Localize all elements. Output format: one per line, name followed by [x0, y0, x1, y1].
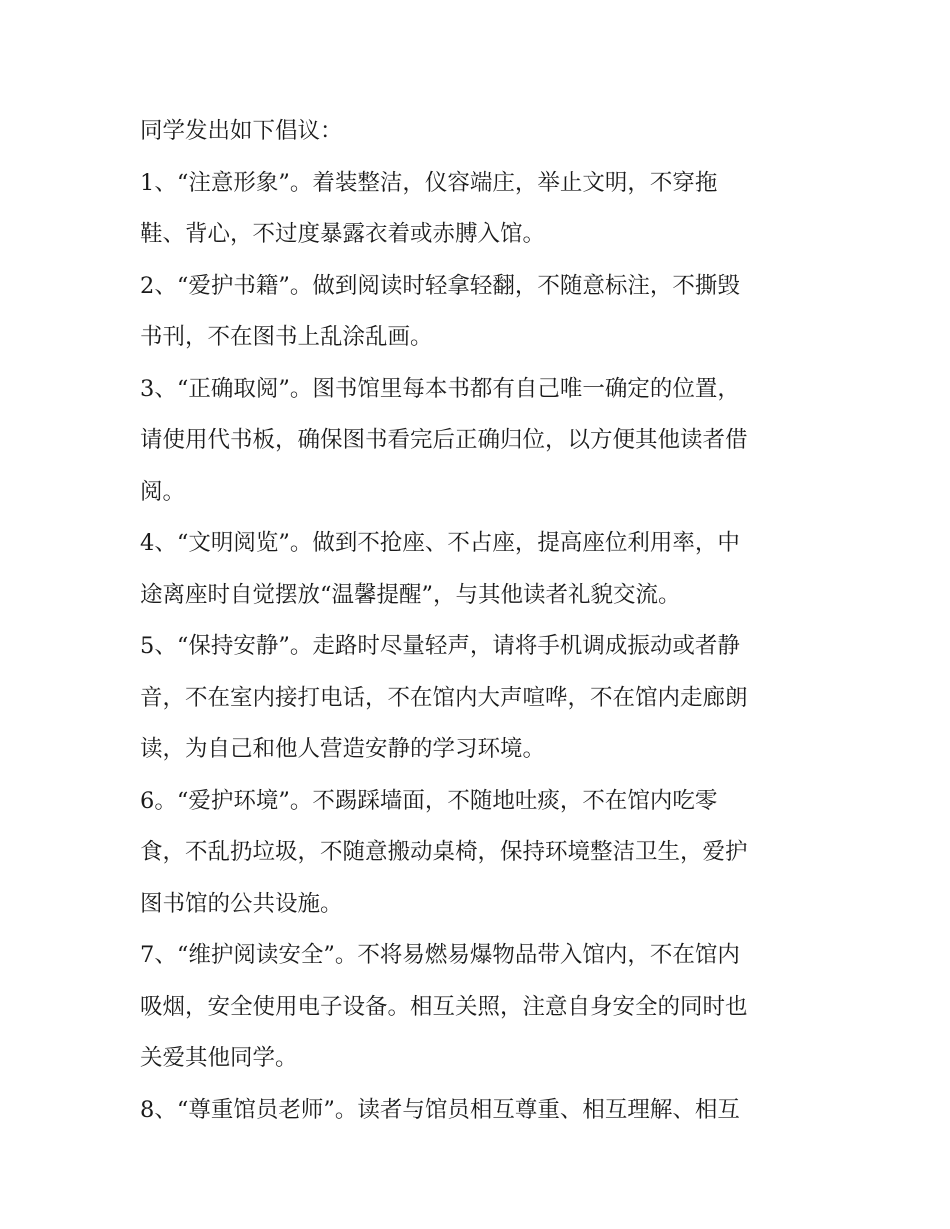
text-line: 图书馆的公共设施。	[140, 890, 343, 917]
text-line: 3、“正确取阅”。图书馆里每本书都有自己唯一确定的位置，	[140, 375, 740, 402]
document-body	[140, 106, 820, 1136]
text-line: 书刊，不在图书上乱涂乱画。	[140, 324, 433, 350]
text-line: 同学发出如下倡议：	[140, 118, 343, 144]
text-line: 请使用代书板，确保图书看完后正确归位，以方便其他读者借	[140, 427, 748, 453]
text-line: 6。“爱护环境”。不踢踩墙面，不随地吐痰，不在馆内吃零	[140, 787, 718, 814]
text-line: 4、“文明阅览”。做到不抢座、不占座，提高座位利用率，中	[140, 530, 740, 556]
text-line: 8、“尊重馆员老师”。读者与馆员相互尊重、相互理解、相互	[140, 1096, 740, 1123]
text-line: 5、“保持安静”。走路时尽量轻声，请将手机调成振动或者静	[140, 633, 740, 659]
text-line: 1、“注意形象”。着装整洁，仪容端庄，举止文明，不穿拖	[140, 169, 718, 196]
text-line: 食，不乱扔垃圾，不随意搬动桌椅，保持环境整洁卫生，爱护	[140, 839, 748, 865]
text-line: 读，为自己和他人营造安静的学习环境。	[140, 736, 546, 762]
text-line: 7、“维护阅读安全”。不将易燃易爆物品带入馆内，不在馆内	[140, 942, 740, 968]
text-line: 关爱其他同学。	[140, 1045, 298, 1071]
text-line: 吸烟，安全使用电子设备。相互关照，注意自身安全的同时也	[140, 993, 748, 1020]
text-line: 途离座时自觉摆放“温馨提醒”，与其他读者礼貌交流。	[140, 581, 681, 608]
text-line: 音，不在室内接打电话，不在馆内大声喧哗，不在馆内走廊朗	[140, 684, 748, 711]
text-line: 2、“爱护书籍”。做到阅读时轻拿轻翻，不随意标注，不撕毁	[140, 272, 740, 299]
text-line: 阅。	[140, 478, 186, 505]
text-line: 鞋、背心，不过度暴露衣着或赤膊入馆。	[140, 221, 546, 247]
